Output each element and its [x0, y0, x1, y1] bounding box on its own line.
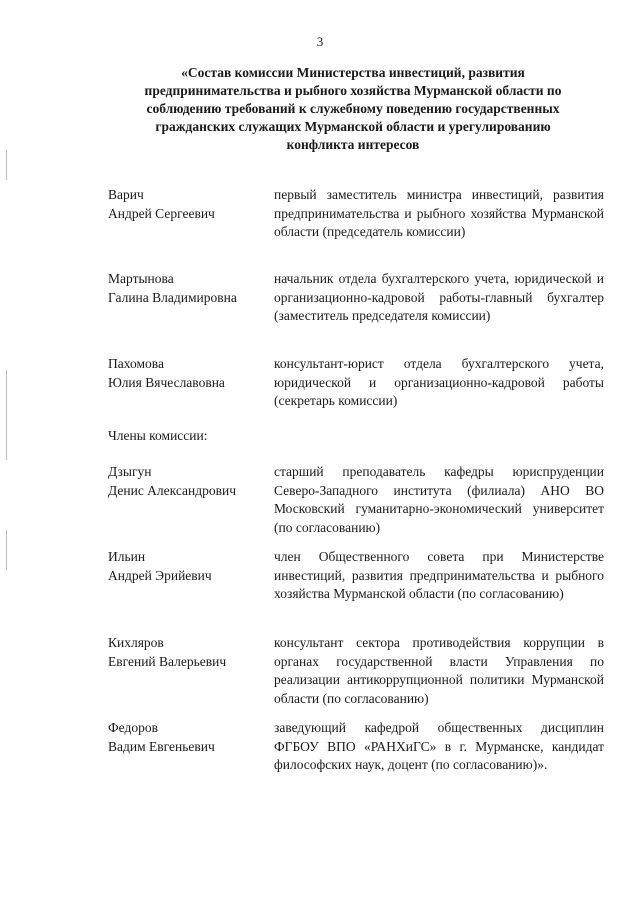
title-line: гражданских служащих Мурманской области и урегулированию — [155, 119, 551, 134]
given-names: Андрей Сергеевич — [108, 205, 215, 221]
title-line: «Состав комиссии Министерства инвестиций, развития — [181, 65, 525, 80]
person-name — [108, 463, 268, 500]
person-name — [108, 719, 268, 756]
surname: Пахомова — [108, 356, 164, 371]
person-name — [108, 270, 268, 307]
surname: Ильин — [108, 549, 146, 564]
position-description: консультант сектора противодействия коррупции в органах государственной власти Управления по реализации антикоррупционной политики Мурманской области (по согласованию) — [274, 635, 604, 706]
title-line: предпринимательства и рыбного хозяйства Мурманской области по — [144, 83, 562, 98]
surname: Кихляров — [108, 635, 164, 650]
surname: Варич — [108, 187, 144, 202]
person-name — [108, 548, 268, 585]
scan-margin-mark — [6, 530, 7, 570]
surname: Мартынова — [108, 271, 174, 286]
person-name — [108, 634, 268, 671]
given-names: Вадим Евгеньевич — [108, 738, 215, 754]
position-description: член Общественного совета при Министерстве инвестиций, развития предпринимательства и рыбного хозяйства Мурманской области (по согласованию) — [274, 549, 604, 601]
position-description: старший преподаватель кафедры юриспруденции Северо-Западного института (филиала) АНО ВО Московский гуманитарно-экономический университет (по согласованию) — [274, 464, 604, 535]
members-heading: Члены комиссии: — [108, 428, 208, 443]
position-description: заведующий кафедрой общественных дисциплин ФГБОУ ВПО «РАНХиГС» в г. Мурманске, кандидат философских наук, доцент (по согласованию)». — [274, 720, 604, 772]
title-line: соблюдению требований к служебному поведению государственных — [146, 101, 560, 116]
surname: Федоров — [108, 720, 158, 735]
person-name — [108, 355, 268, 392]
page-number: 3 — [316, 34, 324, 49]
position-description: начальник отдела бухгалтерского учета, юридической и организационно-кадровой работы-главный бухгалтер (заместитель председателя комиссии) — [274, 271, 604, 323]
given-names: Галина Владимировна — [108, 289, 237, 305]
document-title — [108, 64, 598, 154]
given-names: Андрей Эрийевич — [108, 567, 212, 583]
position-description: первый заместитель министра инвестиций, развития предпринимательства и рыбного хозяйства Мурманской области (председатель комиссии) — [274, 187, 604, 239]
scan-margin-mark — [6, 150, 7, 180]
position-description: консультант-юрист отдела бухгалтерского учета, юридической и организационно-кадровой работы (секретарь комиссии) — [274, 356, 604, 408]
title-line: конфликта интересов — [286, 137, 420, 152]
given-names: Евгений Валерьевич — [108, 653, 227, 669]
given-names: Денис Александрович — [108, 482, 237, 498]
surname: Дзыгун — [108, 464, 152, 479]
person-name — [108, 186, 268, 223]
scan-margin-mark — [6, 370, 7, 460]
given-names: Юлия Вячеславовна — [108, 374, 225, 390]
